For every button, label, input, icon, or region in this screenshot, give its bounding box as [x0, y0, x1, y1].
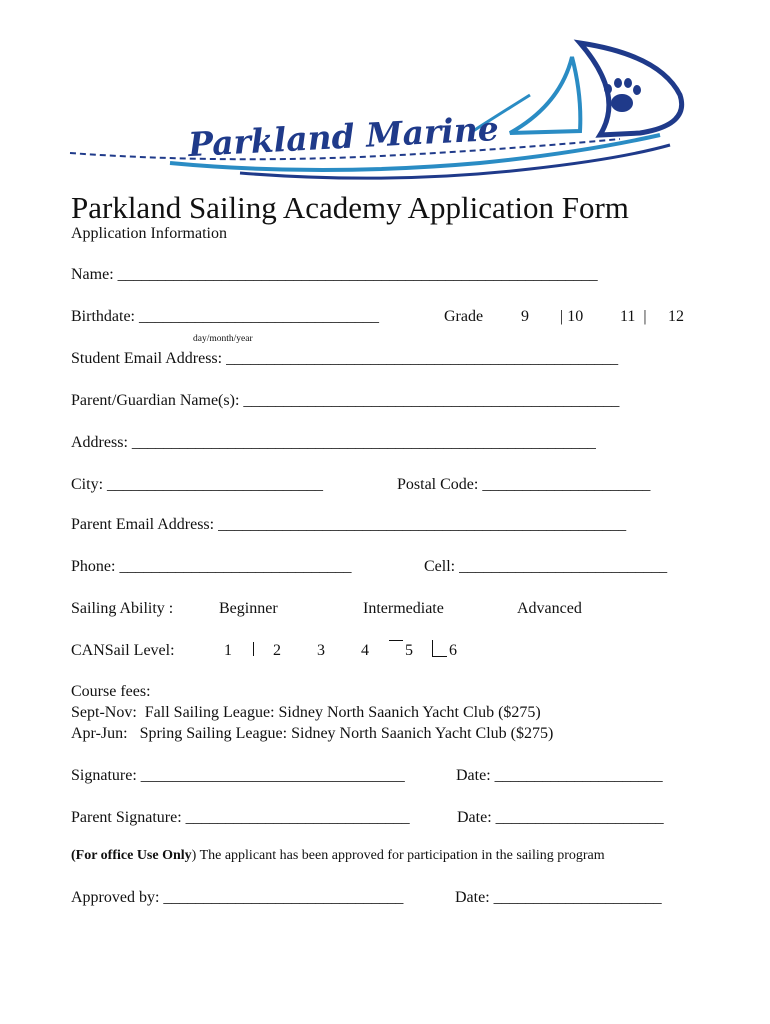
cansail-level-6[interactable]: 6 [449, 642, 457, 659]
approved-by-field[interactable]: Approved by: ______________________________ [71, 889, 404, 906]
cansail-level-4[interactable]: 4 [361, 642, 369, 659]
cansail-level-3[interactable]: 3 [317, 642, 325, 659]
parent-email-field[interactable]: Parent Email Address: ___________________________________________________ [71, 516, 627, 533]
sailing-ability-label: Sailing Ability : [71, 600, 174, 617]
course-fees-heading: Course fees: [71, 683, 151, 700]
signature-field[interactable]: Signature: _________________________________ [71, 767, 405, 784]
form-subtitle: Application Information [71, 225, 227, 242]
logo-text: Parkland Marine [187, 108, 500, 165]
city-field[interactable]: City: ___________________________ [71, 476, 324, 493]
level-5-mark [389, 640, 403, 641]
office-use-note [71, 848, 605, 864]
postal-code-field[interactable]: Postal Code: _____________________ [397, 476, 651, 493]
ability-beginner-option[interactable]: Beginner [219, 600, 278, 617]
cansail-level-1[interactable]: 1 [224, 642, 232, 659]
sailboat-logo-graphic [60, 35, 700, 185]
level-separator [253, 642, 254, 656]
grade-9-option[interactable]: 9 [521, 308, 529, 325]
address-field[interactable]: Address: __________________________________________________________ [71, 434, 596, 451]
student-email-field[interactable]: Student Email Address: _________________________________________________ [71, 350, 619, 367]
parent-name-field[interactable]: Parent/Guardian Name(s): _______________________________________________ [71, 392, 620, 409]
course-fee-fall: Sept-Nov: Fall Sailing League: Sidney North Saanich Yacht Club ($275) [71, 704, 541, 721]
grade-11-option[interactable]: 11 | [620, 308, 647, 325]
grade-12-option[interactable]: 12 [668, 308, 684, 325]
cansail-level-5[interactable]: 5 [405, 642, 413, 659]
birthdate-field[interactable]: Birthdate: ______________________________ [71, 308, 379, 325]
level-6-checkbox[interactable] [432, 640, 447, 657]
cansail-level-label: CANSail Level: [71, 642, 175, 659]
signature-date-field[interactable]: Date: _____________________ [456, 767, 663, 784]
office-use-text: ) The applicant has been approved for participation in the sailing program [191, 848, 605, 863]
form-title: Parkland Sailing Academy Application Form [71, 190, 629, 225]
ability-intermediate-option[interactable]: Intermediate [363, 600, 444, 617]
office-use-label: (For office Use Only [71, 848, 192, 863]
ability-advanced-option[interactable]: Advanced [517, 600, 582, 617]
name-field[interactable]: Name: ____________________________________________________________ [71, 266, 598, 283]
parent-signature-date-field[interactable]: Date: _____________________ [457, 809, 664, 826]
cansail-level-2[interactable]: 2 [273, 642, 281, 659]
course-fee-spring: Apr-Jun: Spring Sailing League: Sidney North Saanich Yacht Club ($275) [71, 725, 554, 742]
phone-field[interactable]: Phone: _____________________________ [71, 558, 352, 575]
grade-10-option[interactable]: | 10 [560, 308, 584, 325]
cell-field[interactable]: Cell: __________________________ [424, 558, 668, 575]
grade-label: Grade [444, 308, 484, 325]
parkland-marine-logo [60, 35, 700, 185]
parent-signature-field[interactable]: Parent Signature: ____________________________ [71, 809, 410, 826]
approval-date-field[interactable]: Date: _____________________ [455, 889, 662, 906]
birthdate-hint: day/month/year [193, 334, 253, 344]
